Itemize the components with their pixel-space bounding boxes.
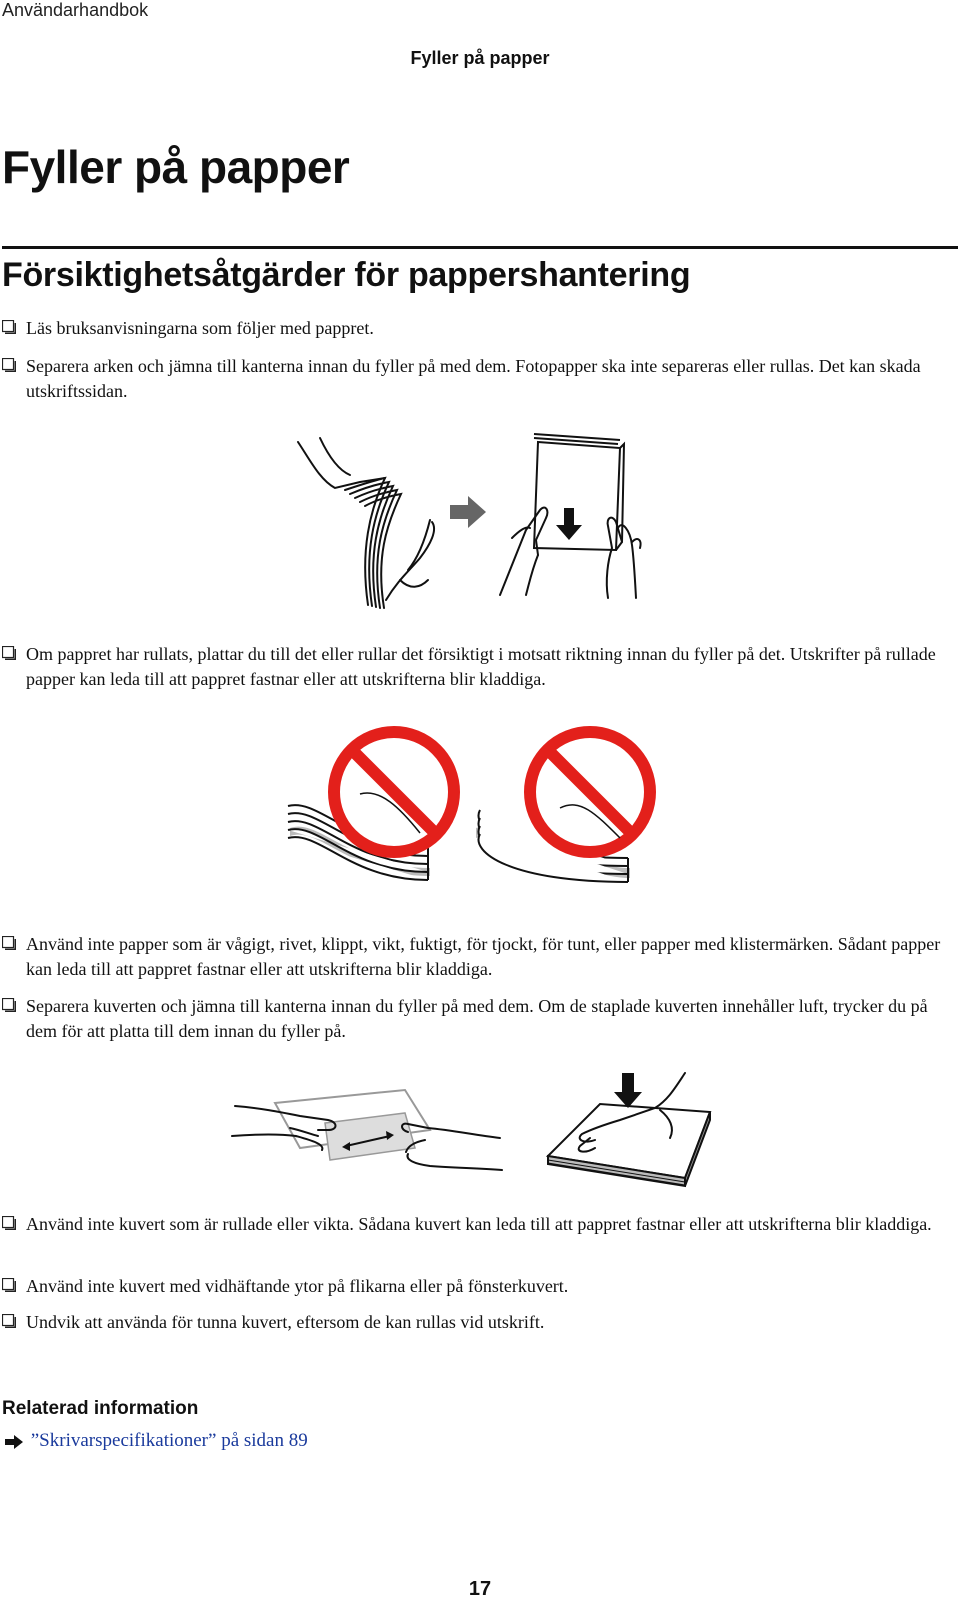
related-link-row[interactable] <box>2 1430 308 1452</box>
list-item <box>2 316 952 341</box>
list-item <box>2 642 952 692</box>
section-header: Fyller på papper <box>410 48 550 68</box>
related-info-heading: Relaterad information <box>2 1398 199 1419</box>
separate-and-flatten-envelopes-illustration <box>230 1068 730 1198</box>
arrow-right-icon <box>2 1434 26 1450</box>
list-item <box>2 1212 952 1237</box>
prohibition-icon <box>530 732 650 852</box>
checkbox-bullet-icon <box>2 1278 16 1292</box>
checkbox-bullet-icon <box>2 998 16 1012</box>
prohibition-icon <box>334 732 454 852</box>
curled-paper-prohibited-illustration <box>280 718 670 908</box>
list-item <box>2 1274 952 1299</box>
list-item-text: Om pappret har rullats, plattar du till det eller rullar det försiktigt i motsatt riktning innan du fyller på det. Utskrifter på rullade papper kan leda till att pappret fastnar eller att utskrifterna blir kladdiga. <box>26 644 936 689</box>
checkbox-bullet-icon <box>2 1314 16 1328</box>
fan-and-align-paper-illustration <box>290 430 670 615</box>
list-item-text: Undvik att använda för tunna kuvert, eftersom de kan rullas vid utskrift. <box>26 1312 545 1332</box>
section-title: Försiktighetsåtgärder för pappershantering <box>2 256 691 294</box>
list-item-text: Använd inte papper som är vågigt, rivet, klippt, vikt, fuktigt, för tjockt, för tunt, eller papper med klistermärken. Sådant papper kan leda till att pappret fastnar eller att utskrifterna blir kladdiga. <box>26 934 941 979</box>
list-item-text: Använd inte kuvert med vidhäftande ytor på flikarna eller på fönsterkuvert. <box>26 1276 569 1296</box>
list-item-text: Använd inte kuvert som är rullade eller vikta. Sådana kuvert kan leda till att pappret fastnar eller att utskrifterna blir kladdiga. <box>26 1214 932 1234</box>
printer-specs-link[interactable]: ”Skrivarspecifikationer” på sidan 89 <box>30 1430 308 1451</box>
page-title: Fyller på papper <box>2 141 350 193</box>
list-item <box>2 354 952 404</box>
list-item-text: Läs bruksanvisningarna som följer med pappret. <box>26 318 374 338</box>
list-item-text: Separera arken och jämna till kanterna innan du fyller på med dem. Fotopapper ska inte separeras eller rullas. Det kan skada utskriftssidan. <box>26 356 921 401</box>
running-head: Användarhandbok <box>2 0 149 20</box>
page-number: 17 <box>468 1578 492 1600</box>
checkbox-bullet-icon <box>2 358 16 372</box>
list-item <box>2 994 952 1044</box>
checkbox-bullet-icon <box>2 320 16 334</box>
title-rule <box>2 246 958 249</box>
list-item <box>2 1310 952 1335</box>
checkbox-bullet-icon <box>2 646 16 660</box>
checkbox-bullet-icon <box>2 936 16 950</box>
checkbox-bullet-icon <box>2 1216 16 1230</box>
list-item-text: Separera kuverten och jämna till kanterna innan du fyller på med dem. Om de staplade kuverten innehåller luft, trycker du på dem för att platta till dem innan du fyller på. <box>26 996 928 1041</box>
list-item <box>2 932 952 982</box>
